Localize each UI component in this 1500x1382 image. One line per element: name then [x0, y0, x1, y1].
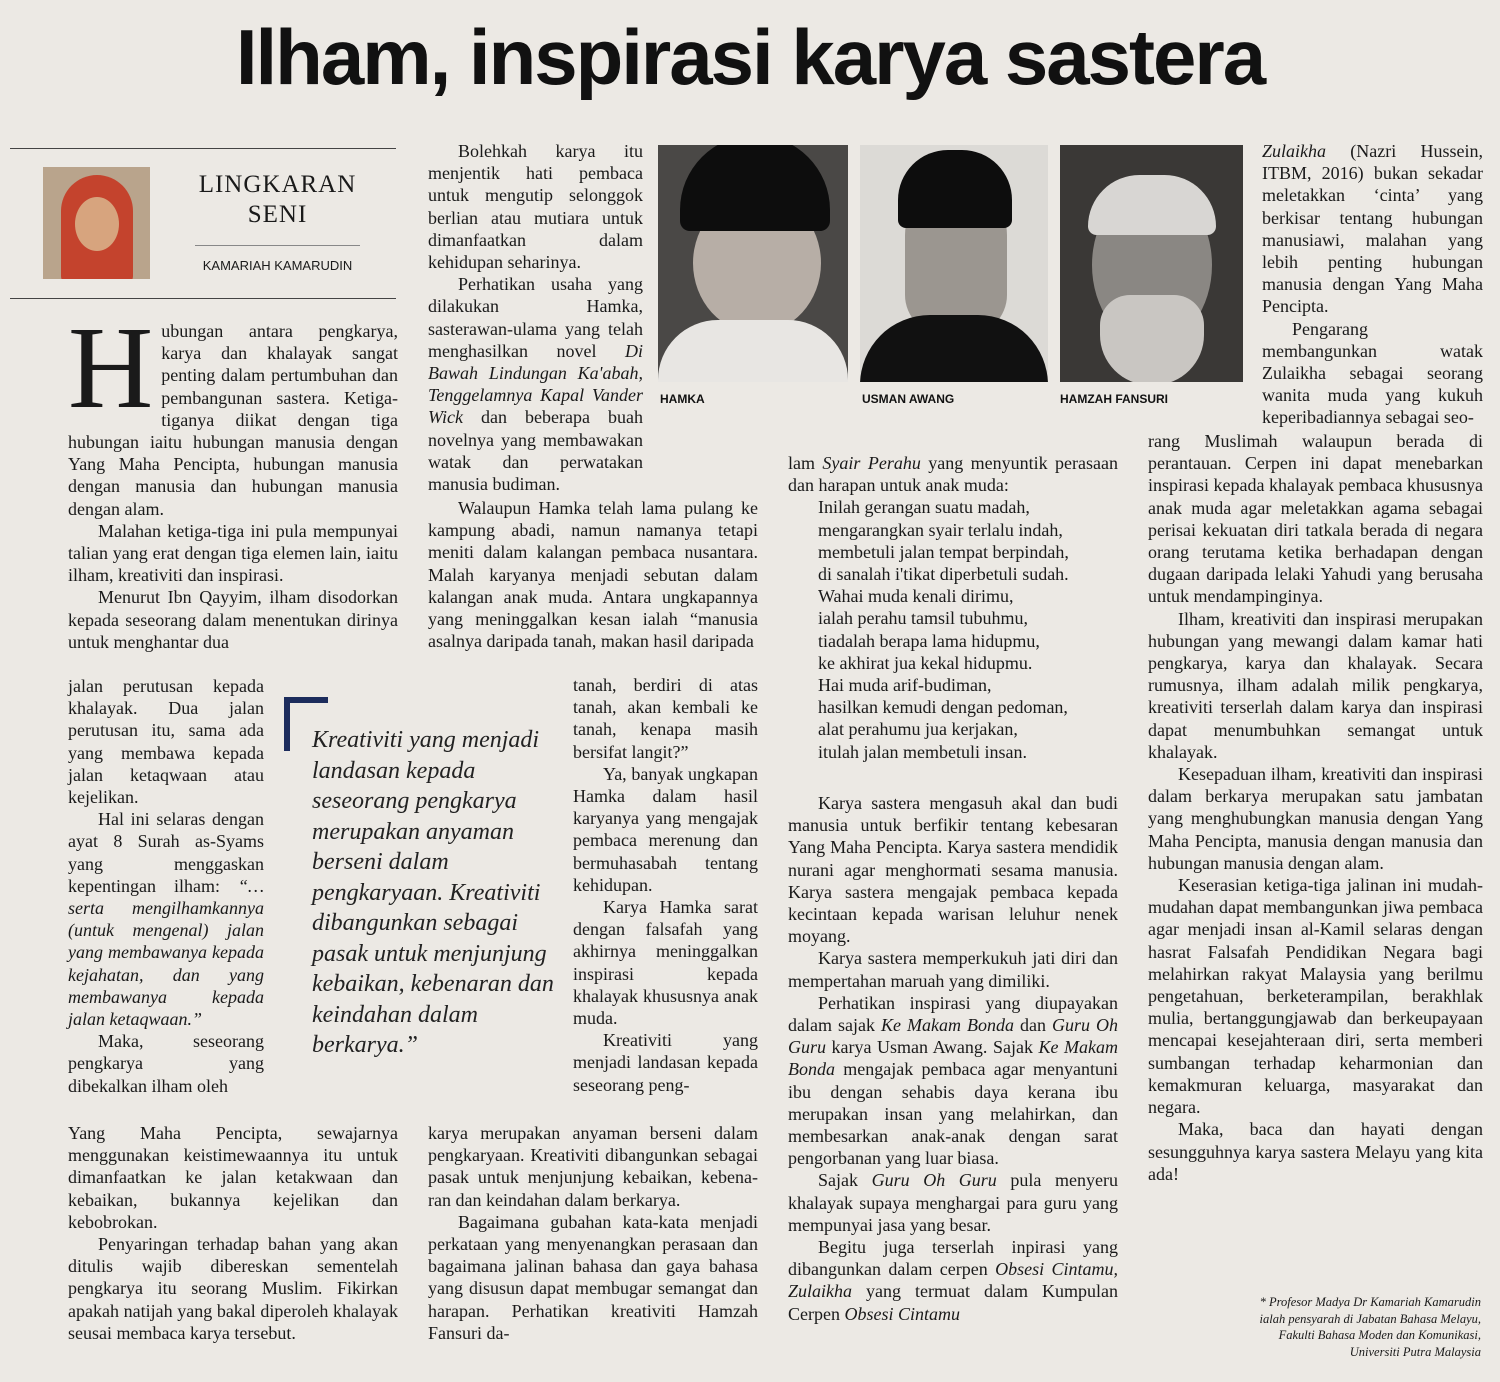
- column-name: [175, 170, 380, 230]
- column-2-mid: [428, 497, 758, 652]
- column-2-top: [428, 140, 643, 495]
- caption-hamzah-fansuri: HAMZAH FANSURI: [1060, 392, 1168, 406]
- byline-bottom-rule: [10, 298, 396, 299]
- byline-mid-rule: [195, 245, 360, 246]
- c2-paragraph-6: Kreativiti yang menjadi landasan kepada seseorang peng-: [573, 1030, 758, 1095]
- c4-paragraph-2-cont: rang Muslimah walaupun berada di perantauan. Cerpen ini dapat menebarkan inspirasi kepada khalayak pembaca khususnya anak muda agar meletakkan agama sebagai perisai kekuatan diri tatkala berada di negara orang terutama ketika berhadapan dengan dugaan daripada lelaki Yahudi yang berusaha untuk mendampinginya.: [1148, 431, 1483, 607]
- c2-paragraph-6-cont: karya merupakan anyaman berseni dalam pengkaryaan. Kreativiti dibangunkan sebagai pasak untuk menjunjung kebaikan, kebena-ran dan keindahan dalam berkarya.: [428, 1123, 758, 1210]
- caption-hamka: HAMKA: [660, 392, 705, 406]
- paragraph-3: Menurut Ibn Qayyim, ilham disodorkan kepada seseorang dalam menentukan dirinya untuk menghantar dua: [68, 587, 398, 652]
- paragraph-2: Malahan ketiga-tiga ini pula mempunyai talian yang erat dengan tiga elemen lain, iaitu ilham, kreativiti dan inspirasi.: [68, 520, 398, 586]
- caption-usman-awang: USMAN AWANG: [862, 392, 955, 406]
- c4-paragraph-6: Maka, baca dan hayati dengan sesungguhnya karya sastera Melayu yang kita ada!: [1148, 1119, 1483, 1184]
- photo-usman-awang: [860, 145, 1048, 382]
- author-footnote: [1148, 1294, 1481, 1360]
- c4-paragraph-2: Pengarang membangunkan watak Zulaikha sebagai seorang wanita muda yang kukuh keperibadiannya sebagai seo-: [1262, 318, 1483, 428]
- c3-paragraph-4: Perhatikan inspirasi yang diupayakan dalam sajak Ke Makam Bonda dan Guru Oh Guru karya Usman Awang. Sajak Ke Makam Bonda mengajak pembaca agar menyantuni ibu dengan sehabis daya kerana ibu merupakan insan yang melahirkan, dan membesarkan anak-anak dengan sarat pengorbanan yang luar biasa.: [788, 992, 1118, 1169]
- c2-paragraph-4: Ya, banyak ungkapan Hamka dalam hasil karyanya yang mengajak pembaca merenung dan bermuhasabah tentang kehidupan.: [573, 763, 758, 895]
- c2-paragraph-2: Perhatikan usaha yang dilakukan Hamka, sasterawan-ulama yang telah menghasilkan novel Di Bawah Lindungan Ka'abah, Tenggelamnya Kapal Vander Wick dan beberapa buah novelnya yang membawakan watak dan perwatakan manusia budiman.: [428, 274, 643, 495]
- c3-paragraph-5: Sajak Guru Oh Guru pula menyeru khalayak supaya menghargai para guru yang mempunyai jasa yang besar.: [788, 1170, 1118, 1235]
- drop-cap: H: [68, 302, 154, 433]
- poem-line: ialah perahu tamsil tubuhmu,: [818, 608, 1028, 629]
- c2-paragraph-3: Walaupun Hamka telah lama pulang ke kampung abadi, namun namanya tetapi meniti dalam kalangan pembaca nusantara. Malah karyanya menjadi sebutan dalam kalangan anak muda. Antara ungkapannya yang meninggalkan kesan ialah “manusia asalnya daripada tanah, makan hasil daripada: [428, 498, 758, 652]
- paragraph-3-cont: jalan perutusan kepada khalayak. Dua jalan perutusan itu, sama ada yang membawa kepada jalan ketaqwaan atau kejelikan.: [68, 676, 264, 808]
- byline-top-rule: [10, 148, 396, 149]
- photo-hamka: [658, 145, 848, 382]
- c4-paragraph-1: Zulaikha (Nazri Hussein, ITBM, 2016) bukan sekadar meletakkan ‘cinta’ yang berkisar tentang hubungan manusiawi, malahan yang lebih penting hubungan manusia dengan Yang Maha Pencipta.: [1262, 141, 1483, 317]
- poem-syair-perahu: [788, 496, 1118, 762]
- paragraph-5: Maka, seseorang pengkarya yang dibekalkan ilham oleh: [68, 1031, 264, 1096]
- footnote-line: Universiti Putra Malaysia: [1349, 1344, 1481, 1359]
- column-1-lower: [68, 1122, 398, 1344]
- c3-paragraph-3: Karya sastera memperkukuh jati diri dan mempertahan maruah yang dimiliki.: [788, 948, 1118, 991]
- column-name-line1: LINGKARAN: [198, 171, 357, 198]
- poem-line: Inilah gerangan suatu madah,: [818, 497, 1030, 518]
- headline: Ilham, inspirasi karya sastera: [235, 13, 1265, 101]
- paragraph-4: Hal ini selaras dengan ayat 8 Surah as-Syams yang menggaskan kepentingan ilham: “…serta mengilhamkannya (untuk mengenal) jalan yang membawanya kepada kejahatan, dan yang membawanya kepada jalan ketaqwaan.”: [68, 809, 264, 1030]
- c2-paragraph-7: Bagaimana gubahan kata-kata menjadi perkataan yang menyenangkan perasaan dan bagaimana jalinan bahasa dan gaya bahasa yang disusun dapat membugar semangat dan harapan. Perhatikan kreativiti Hamzah Fansuri da-: [428, 1211, 758, 1343]
- c3-paragraph-1: lam Syair Perahu yang menyuntik perasaan dan harapan untuk anak muda:: [788, 453, 1119, 496]
- c4-paragraph-5: Keserasian ketiga-tiga jalinan ini mudah-mudahan dapat membangunkan jiwa pembaca agar menjadi insan al-Kamil selaras dengan hasrat Falsafah Pendidikan Negara bagi melahirkan rakyat Malaysia yang berilmu pengetahuan, berketerampilan, berakhlak mulia, bertanggungjawab dan berkeupayaan mencapai kesejahteraan diri, serta memberi sumbangan terhadap keharmonian dan kemakmuran keluarga, masyarakat dan negara.: [1148, 875, 1483, 1118]
- poem-line: tiadalah berapa lama hidupmu,: [818, 630, 1040, 651]
- column-4: [1148, 430, 1483, 1185]
- column-3-lower: [788, 792, 1118, 1325]
- paragraph-6: Penyaringan terhadap bahan yang akan ditulis wajib dibereskan sementelah pengkarya itu seorang Muslim. Fikirkan apakah natijah yang bakal diperoleh khalayak seusai membaca karya tersebut.: [68, 1234, 398, 1343]
- c3-paragraph-2: Karya sastera mengasuh akal dan budi manusia untuk berfikir tentang kebesaran Yang Maha Pencipta. Karya sastera mendidik nurani agar menghormati sesama manusia. Karya sastera mengajak pembaca kepada kecintaan kepada warisan leluhur nenek moyang.: [788, 793, 1118, 947]
- footnote-line: ialah pensyarah di Jabatan Bahasa Melayu,: [1259, 1311, 1481, 1326]
- photo-hamzah-fansuri: [1060, 145, 1243, 382]
- author-name: KAMARIAH KAMARUDIN: [202, 258, 353, 273]
- poem-line: itulah jalan membetuli insan.: [818, 741, 1027, 762]
- poem-line: Hai muda arif-budiman,: [818, 675, 992, 696]
- c2-paragraph-3-cont: tanah, berdiri di atas tanah, akan kembali ke tanah, kenapa masih bersifat langit?”: [573, 675, 758, 762]
- column-1-narrow: [68, 675, 264, 1097]
- c4-paragraph-4: Kesepaduan ilham, kreativiti dan inspirasi dalam berkarya merupakan satu jambatan yang menghubungkan manusia dengan Yang Maha Pencipta, manusia dengan manusia dan hubungan manusia dengan alam.: [1148, 764, 1483, 873]
- poem-line: alat perahumu jua kerjakan,: [818, 719, 1018, 740]
- poem-line: ke akhirat jua kekal hidupmu.: [818, 652, 1033, 673]
- column-name-line2: SENI: [247, 201, 308, 228]
- column-4-narrow: [1262, 140, 1483, 429]
- pullquote: Kreativiti yang menjadi landasan kepada seseorang pengkarya merupakan anyaman berseni dalam pengkaryaan. Kreativiti dibangunkan sebagai pasak untuk menjunjung kebaikan, kebenaran dan keindahan dalam berkarya.”: [312, 727, 554, 1058]
- footnote-line: * Profesor Madya Dr Kamariah Kamarudin: [1259, 1295, 1481, 1309]
- c4-paragraph-3: Ilham, kreativiti dan inspirasi merupakan hubungan yang mewangi dalam kamar hati pengkarya, karya dan khalayak. Secara rumusnya, ilham adalah milik pengkarya, kreativiti terserlah dalam karya dan inspirasi dapat menumbuhkan semangat untuk khalayak.: [1148, 608, 1483, 762]
- column-2-lower: [428, 1122, 758, 1344]
- poem-line: hasilkan kemudi dengan pedoman,: [818, 697, 1068, 718]
- column-3: [788, 452, 1118, 763]
- poem-line: di sanalah i'tikat diperbetuli sudah.: [818, 564, 1069, 585]
- paragraph-1: Hubungan antara pengkarya, karya dan khalayak sangat penting dalam pertumbuhan dan pembangunan sastera. Ketiga-tiganya diikat dengan tiga hubungan iaitu hubungan manusia dengan Yang Maha Pencipta, hubungan manusia dengan manusia dan hubungan manusia dengan alam.: [68, 302, 398, 519]
- poem-line: membetuli jalan tempat berpindah,: [818, 541, 1069, 562]
- column-1: [68, 302, 398, 653]
- column-2-narrow: [573, 674, 758, 1096]
- paragraph-5-cont: Yang Maha Pencipta, sewajarnya menggunakan keistimewaannya itu untuk dimanfaatkan ke jalan ketakwaan dan kebaikan, bukannya kejelikan dan kebobrokan.: [68, 1123, 398, 1232]
- c2-paragraph-5: Karya Hamka sarat dengan falsafah yang akhirnya meninggalkan inspirasi kepada khalayak khususnya anak muda.: [573, 897, 758, 1029]
- footnote-line: Fakulti Bahasa Moden dan Komunikasi,: [1278, 1328, 1481, 1342]
- c2-paragraph-1: Bolehkah karya itu menjentik hati pembaca untuk mengutip selonggok berlian atau mutiara untuk dimanfaatkan dalam kehidupan seharinya.: [428, 141, 643, 273]
- author-photo: [43, 167, 150, 279]
- poem-line: Wahai muda kenali dirimu,: [818, 586, 1014, 607]
- poem-line: mengarangkan syair terlalu indah,: [818, 519, 1063, 540]
- c3-paragraph-6: Begitu juga terserlah inpirasi yang dibangunkan dalam cerpen Obsesi Cintamu, Zulaikha yang termuat dalam Kumpulan Cerpen Obsesi Cintamu: [788, 1237, 1118, 1324]
